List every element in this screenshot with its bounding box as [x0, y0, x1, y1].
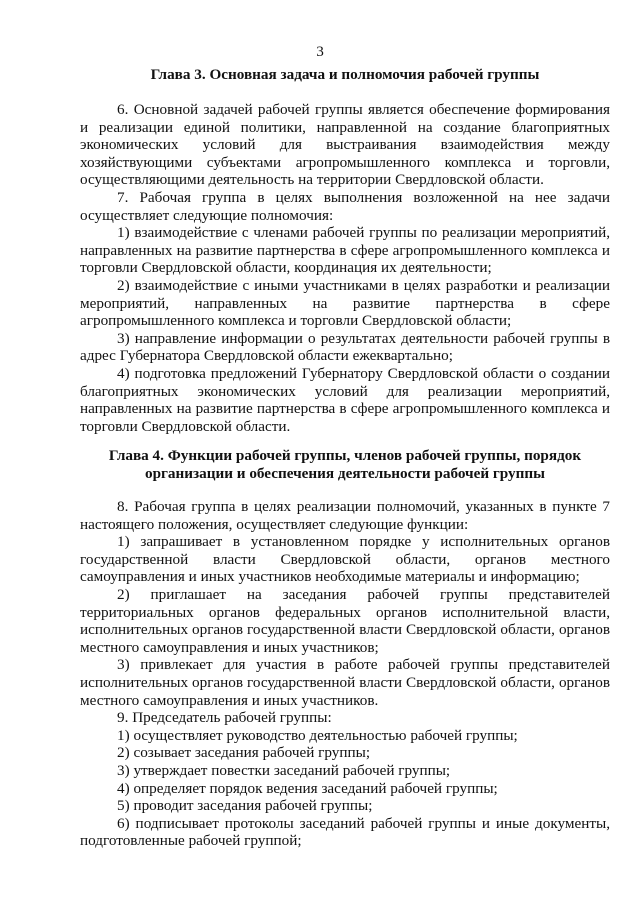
- paragraph-8: 8. Рабочая группа в целях реализации полномочий, указанных в пункте 7 настоящего положения, осуществляет следующие функции:: [80, 498, 610, 533]
- chapter-4-heading: Глава 4. Функции рабочей группы, членов рабочей группы, порядок организации и обеспечения деятельности рабочей группы: [108, 447, 582, 482]
- paragraph-9: 9. Председатель рабочей группы:: [117, 709, 332, 727]
- chapter-4-body: [80, 498, 610, 850]
- paragraph-8-item-2: 2) приглашает на заседания рабочей группы представителей территориальных органов федеральных органов исполнительной власти, исполнительных органов государственной власти Свердловской области, органов местного самоуправления и иных участников;: [80, 585, 610, 656]
- paragraph-7: 7. Рабочая группа в целях выполнения возложенной на нее задачи осуществляет следующие полномочия:: [80, 188, 610, 224]
- paragraph-6: 6. Основной задачей рабочей группы является обеспечение формирования и реализации единой политики, направленной на создание благоприятных экономических условий для выстраивания взаимодействия между хозяйствующими субъектами агропромышленного комплекса и торговли, осуществляющими деятельность на территории Свердловской области.: [80, 101, 610, 189]
- paragraph-7-item-4: 4) подготовка предложений Губернатору Свердловской области о создании благоприятных экономических условий для реализации мероприятий, направленных на развитие партнерства в сфере агропромышленного комплекса и торговли Свердловской области.: [80, 364, 610, 435]
- paragraph-9-item-5: 5) проводит заседания рабочей группы;: [117, 797, 373, 815]
- paragraph-9-item-6: 6) подписывает протоколы заседаний рабочей группы и иные документы, подготовленные рабочей группой;: [80, 814, 610, 850]
- chapter-3-heading: Глава 3. Основная задача и полномочия рабочей группы: [150, 66, 540, 83]
- paragraph-7-item-1: 1) взаимодействие с членами рабочей группы по реализации мероприятий, направленных на развитие партнерства в сфере агропромышленного комплекса и торговли Свердловской области, координация их деятельности;: [80, 224, 610, 277]
- paragraph-8-item-3: 3) привлекает для участия в работе рабочей группы представителей исполнительных органов государственной власти Свердловской области, органов местного самоуправления и иных участников.: [80, 656, 610, 709]
- paragraph-9-item-4: 4) определяет порядок ведения заседаний рабочей группы;: [117, 779, 498, 797]
- paragraph-8-item-1: 1) запрашивает в установленном порядке у исполнительных органов государственной власти Свердловской области, органов местного самоуправления и иных участников необходимые материалы и информацию;: [80, 533, 610, 586]
- paragraph-7-item-3: 3) направление информации о результатах деятельности рабочей группы в адрес Губернатора Свердловской области ежеквартально;: [80, 329, 610, 365]
- paragraph-7-item-2: 2) взаимодействие с иными участниками в целях разработки и реализации мероприятий, направленных на развитие партнерства в сфере агропромышленного комплекса и торговли Свердловской области;: [80, 276, 610, 330]
- chapter-3-body: [80, 101, 610, 435]
- page-number: 3: [316, 43, 324, 60]
- paragraph-9-item-1: 1) осуществляет руководство деятельностью рабочей группы;: [117, 726, 518, 744]
- paragraph-9-item-2: 2) созывает заседания рабочей группы;: [117, 744, 371, 762]
- paragraph-9-item-3: 3) утверждает повестки заседаний рабочей группы;: [117, 761, 451, 779]
